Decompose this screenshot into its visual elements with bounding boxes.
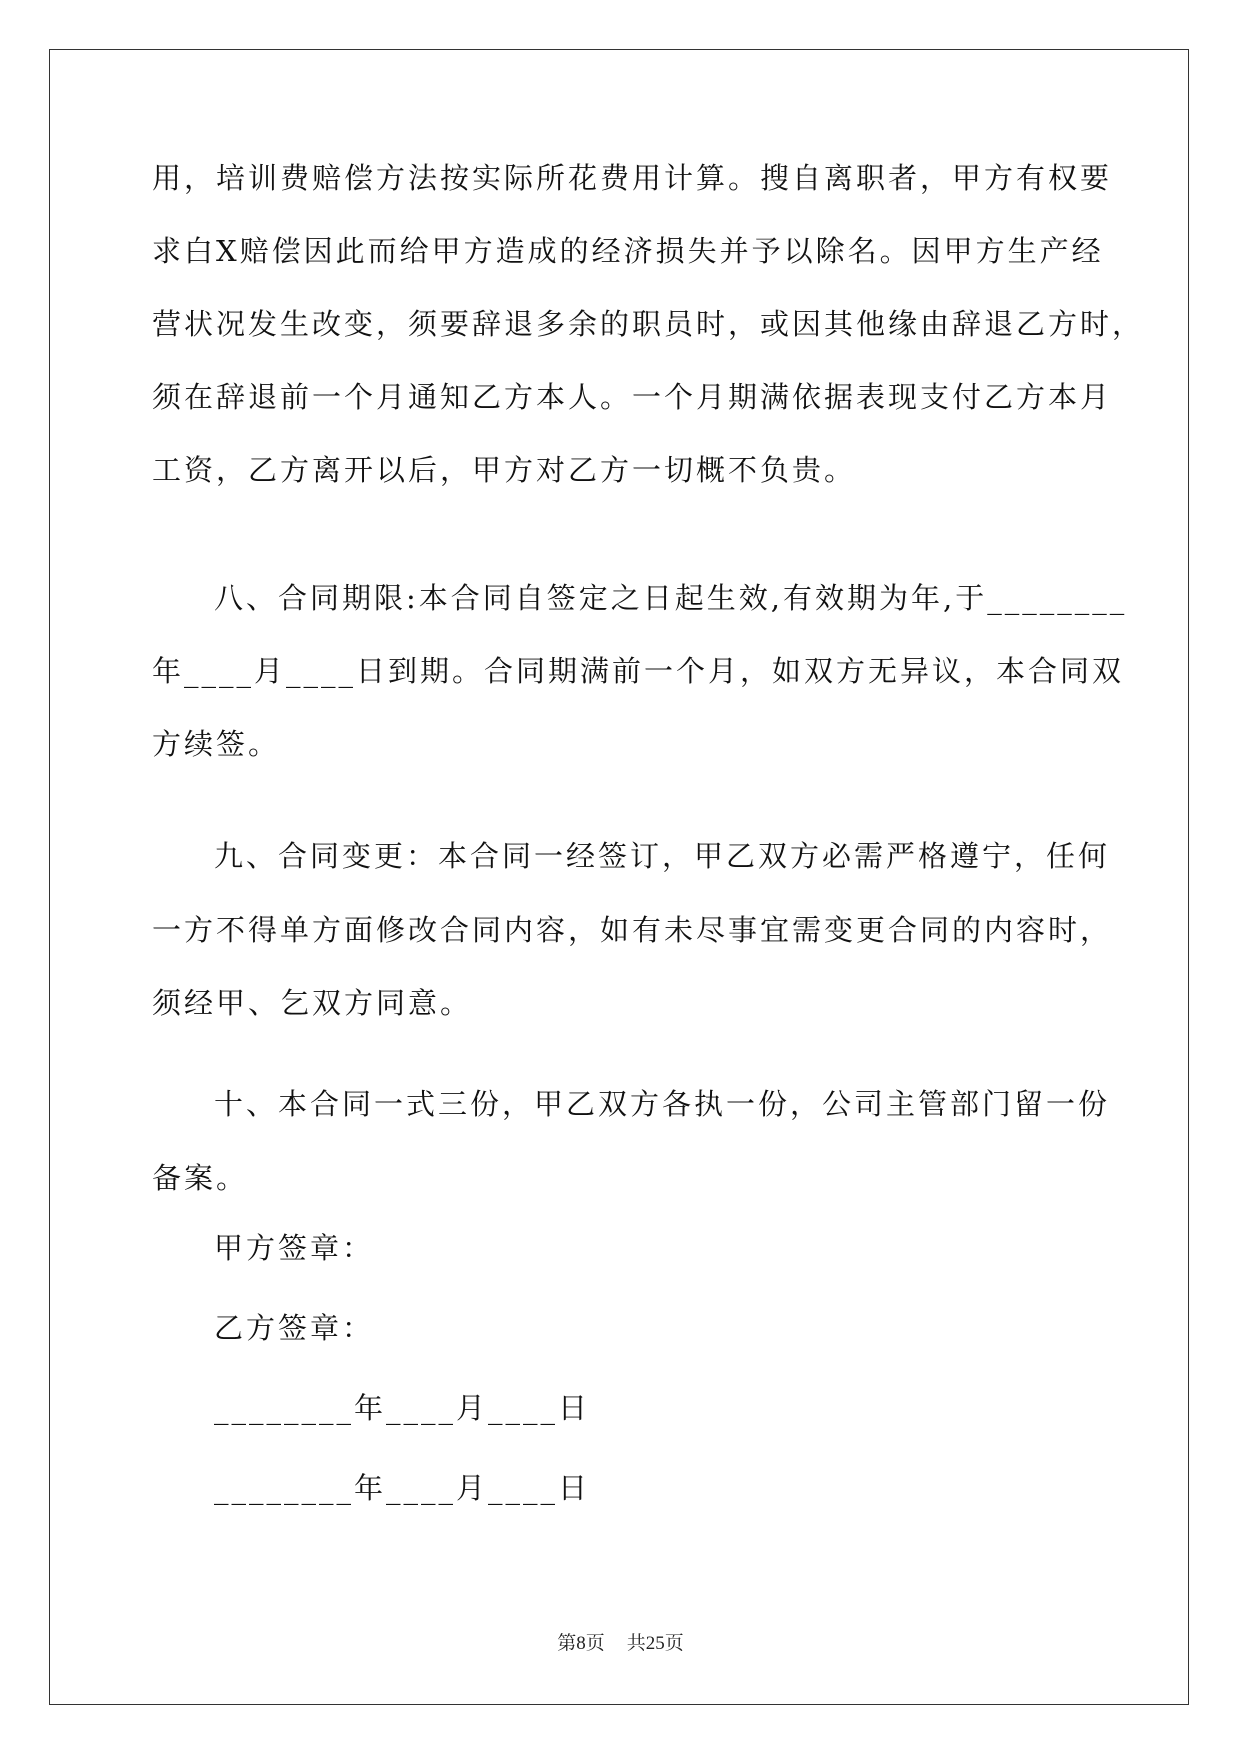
page-border	[49, 49, 1189, 1705]
clause-ten-line: 十、本合同一式三份，甲乙双方各执一份，公司主管部门留一份	[214, 1087, 1111, 1121]
signature-date-line: ________年____月____日	[214, 1391, 591, 1425]
paragraph-line: 用，培训费赔偿方法按实际所花费用计算。搜自离职者，甲方有权要	[152, 161, 1113, 195]
page-footer	[0, 1628, 1241, 1655]
paragraph-line: 工资，乙方离开以后，甲方对乙方一切概不负贵。	[152, 453, 857, 487]
party-b-signature-label: 乙方签章：	[214, 1311, 375, 1345]
clause-nine-line: 须经甲、乞双方同意。	[152, 986, 473, 1020]
clause-ten-line: 备案。	[152, 1161, 249, 1195]
page-number-total: 共25页	[626, 1633, 684, 1654]
party-a-signature-label: 甲方签章：	[214, 1231, 375, 1265]
page-number-current: 第8页	[557, 1633, 605, 1654]
signature-date-line: ________年____月____日	[214, 1471, 591, 1505]
paragraph-line: 营状况发生改变，须要辞退多余的职员时，或因其他缘由辞退乙方时，	[152, 307, 1145, 341]
clause-eight-line: 方续签。	[152, 727, 281, 761]
paragraph-line: 求白X赔偿因此而给甲方造成的经济损失并予以除名。因甲方生产经	[152, 234, 1104, 268]
clause-eight-line: 八、合同期限:本合同自签定之日起生效,有效期为年,于________	[214, 581, 1128, 615]
paragraph-line: 须在辞退前一个月通知乙方本人。一个月期满依据表现支付乙方本月	[152, 380, 1113, 414]
clause-eight-line: 年____月____日到期。合同期满前一个月，如双方无异议，本合同双	[152, 654, 1125, 688]
clause-nine-line: 九、合同变更：本合同一经签订，甲乙双方必需严格遵宁，任何	[214, 839, 1111, 873]
clause-nine-line: 一方不得单方面修改合同内容，如有未尽事宜需变更合同的内容时，	[152, 913, 1113, 947]
